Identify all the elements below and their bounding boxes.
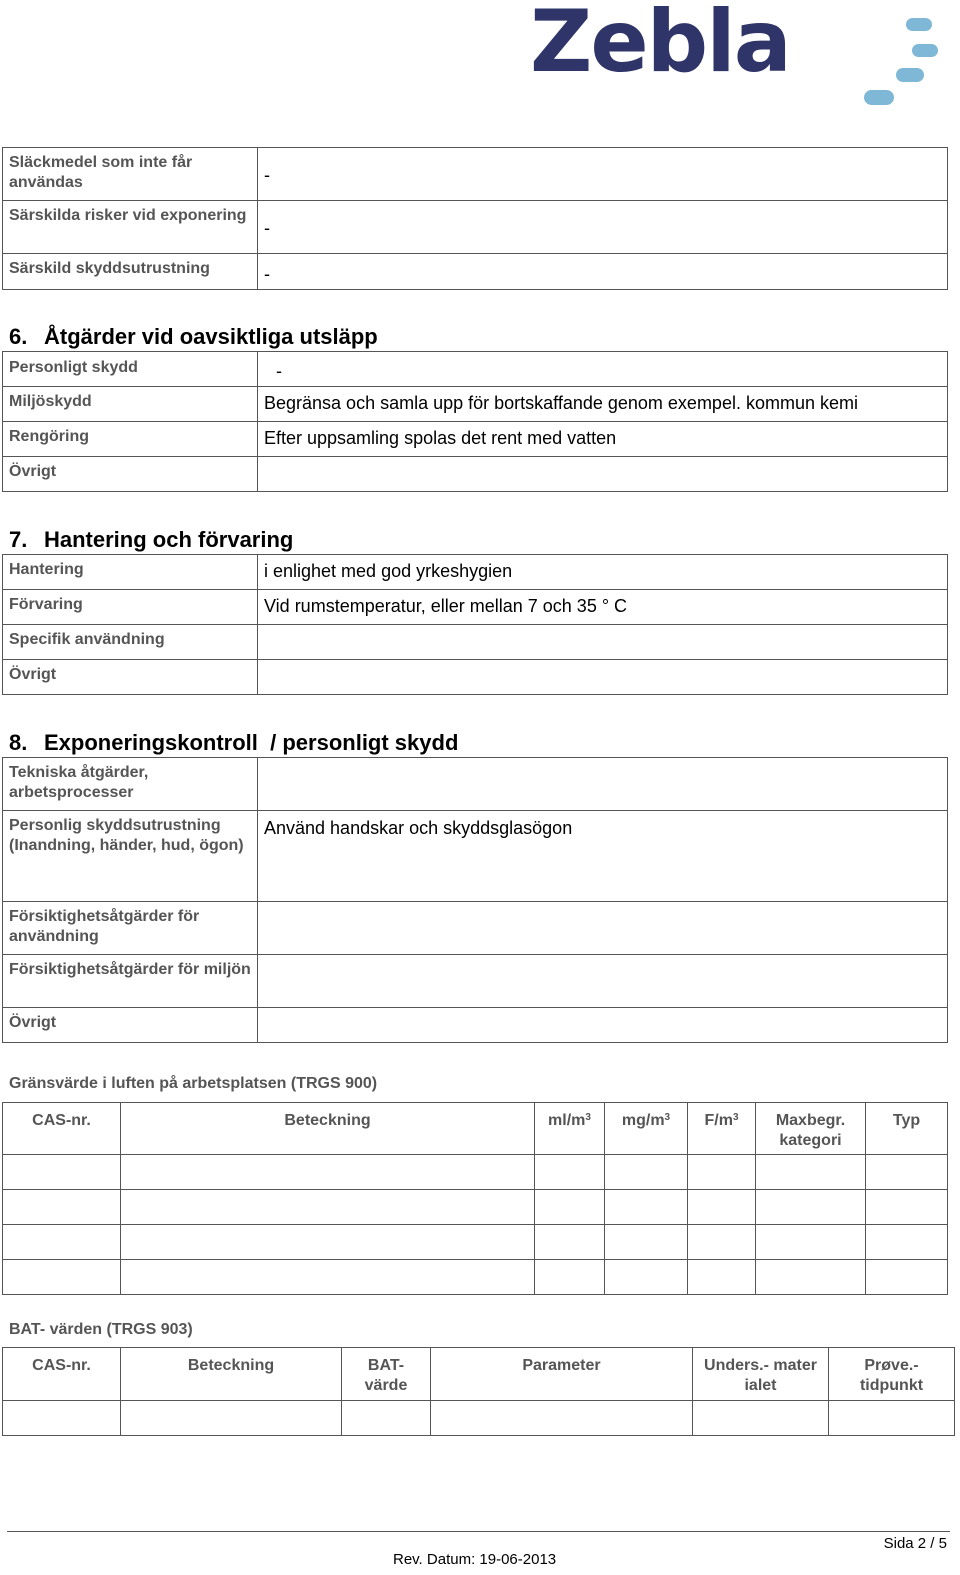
section-title: Exponeringskontroll / personligt skydd [44,730,459,755]
row-value: Vid rumstemperatur, eller mellan 7 och 35 ° C [258,590,948,625]
row-value [258,625,948,660]
row-value: Använd handskar och skyddsglasögon [258,811,948,902]
row-value: - [258,352,948,387]
row-label: Tekniska åtgärder, arbetsprocesser [3,758,258,811]
row-value: - [258,201,948,254]
row-label: Rengöring [3,422,258,457]
col-header-parameter: Parameter [431,1348,693,1401]
row-value [258,902,948,955]
trgs903-title: BAT- värden (TRGS 903) [9,1321,193,1338]
table-row [3,1225,948,1260]
row-label: Särskilda risker vid exponering [3,201,258,254]
revision-date: Rev. Datum: 19-06-2013 [393,1551,557,1568]
row-label: Miljöskydd [3,387,258,422]
section-number: 8. [9,730,28,755]
logo-dot [906,18,932,31]
row-value [258,457,948,492]
logo-wordmark: Zebla [530,0,790,92]
footer-divider [7,1531,950,1532]
row-value: - [258,254,948,290]
section-number: 7. [9,527,28,552]
col-header-ml-m3: $ml/m^3$ [535,1103,605,1155]
row-label: Övrigt [3,1008,258,1043]
section8-heading [9,730,458,756]
table-row [3,1401,955,1436]
row-label: Personlig skyddsutrustning (Inandning, händer, hud, ögon) [3,811,258,902]
col-header-cas: CAS-nr. [3,1103,121,1155]
section6-heading [9,324,378,350]
row-label: Försiktighetsåtgärder för användning [3,902,258,955]
col-header-mg-m3: $mg/m^3$ [605,1103,688,1155]
col-header-undersokningsmaterial: Unders.- mater ialet [693,1348,829,1401]
section-title: Hantering och förvaring [44,527,294,552]
row-label: Specifik användning [3,625,258,660]
col-header-bat-varde: BAT- värde [342,1348,431,1401]
table-row [3,1155,948,1190]
section6-table [2,351,948,492]
section-number: 6. [9,324,28,349]
row-label: Särskild skyddsutrustning [3,254,258,290]
col-header-maxbegr: Maxbegr. kategori [756,1103,866,1155]
section5-table [2,147,948,290]
row-label: Försiktighetsåtgärder för miljön [3,955,258,1008]
col-header-beteckning: Beteckning [121,1103,535,1155]
row-value: - [258,148,948,201]
section-title: Åtgärder vid oavsiktliga utsläpp [44,324,378,349]
row-value [258,1008,948,1043]
col-header-provtidpunkt: Prøve.- tidpunkt [829,1348,955,1401]
logo-dot [912,44,938,57]
col-header-cas: CAS-nr. [3,1348,121,1401]
page-number: Sida 2 / 5 [883,1535,947,1552]
row-label: Övrigt [3,457,258,492]
trgs903-table [2,1347,955,1436]
col-header-typ: Typ [866,1103,948,1155]
row-value: Begränsa och samla upp för bortskaffande genom exempel. kommun kemi [258,387,948,422]
logo-dot [896,68,924,82]
row-value: Efter uppsamling spolas det rent med vatten [258,422,948,457]
row-label: Personligt skydd [3,352,258,387]
row-value [258,660,948,695]
row-label: Hantering [3,555,258,590]
section8-table [2,757,948,1043]
section7-heading [9,527,293,553]
table-row [3,1260,948,1295]
row-value [258,758,948,811]
trgs900-table [2,1102,948,1295]
trgs900-title: Gränsvärde i luften på arbetsplatsen (TRGS 900) [9,1075,378,1092]
row-value: i enlighet med god yrkeshygien [258,555,948,590]
company-logo [528,0,948,115]
row-label: Övrigt [3,660,258,695]
logo-dot [864,90,894,105]
col-header-f-m3: $F/m^3$ [688,1103,756,1155]
section7-table [2,554,948,695]
col-header-beteckning: Beteckning [121,1348,342,1401]
table-row [3,1190,948,1225]
row-label: Släckmedel som inte får användas [3,148,258,201]
row-value [258,955,948,1008]
row-label: Förvaring [3,590,258,625]
